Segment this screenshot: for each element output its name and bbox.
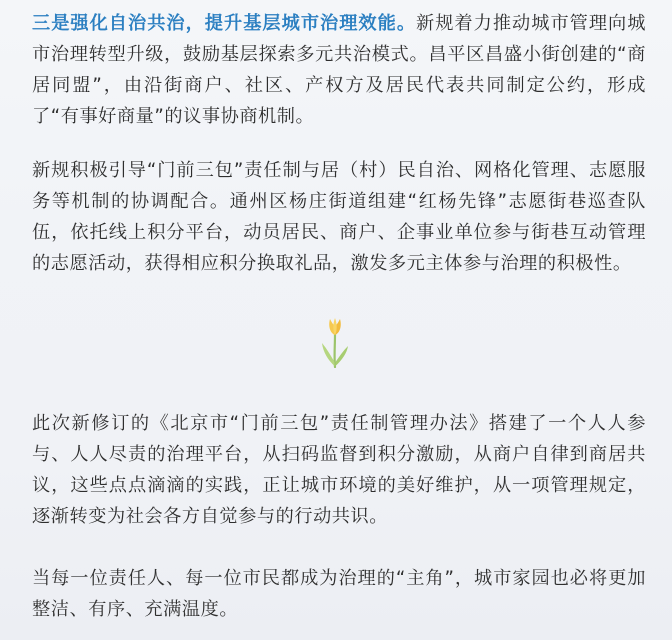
paragraph-conclusion: 当每一位责任人、每一位市民都成为治理的“主角”，城市家园也必将更加整洁、有序、充满温度。 xyxy=(32,568,646,620)
paragraph-summary: 此次新修订的《北京市“门前三包”责任制管理办法》搭建了一个人人参与、人人尽责的治理平台，从扫码监督到积分激励，从商户自律到商居共议，这些点点滴滴的实践，正让城市环境的美好维护，从一项管理规定，逐渐转变为社会各方自觉参与的行动共识。 xyxy=(32,413,646,527)
paragraph-governance xyxy=(32,8,646,132)
paragraph-volunteer: 新规积极引导“门前三包”责任制与居（村）民自治、网格化管理、志愿服务等机制的协调配合。通州区杨庄街道组建“红杨先锋”志愿街巷巡查队伍，依托线上积分平台，动员居民、商户、企事业单位参与街巷互动管理的志愿活动，获得相应积分换取礼品，激发多元主体参与治理的积极性。 xyxy=(32,160,646,274)
tulip-icon xyxy=(318,316,352,368)
section-heading-highlight: 三是强化自治共治，提升基层城市治理效能。 xyxy=(32,13,417,34)
paragraph-governance-text: 新规着力推动城市管理向城市治理转型升级，鼓励基层探索多元共治模式。昌平区昌盛小街创建的“商居同盟”，由沿街商户、社区、产权方及居民代表共同制定公约，形成了“有事好商量”的议事协商机制。 xyxy=(32,13,646,127)
